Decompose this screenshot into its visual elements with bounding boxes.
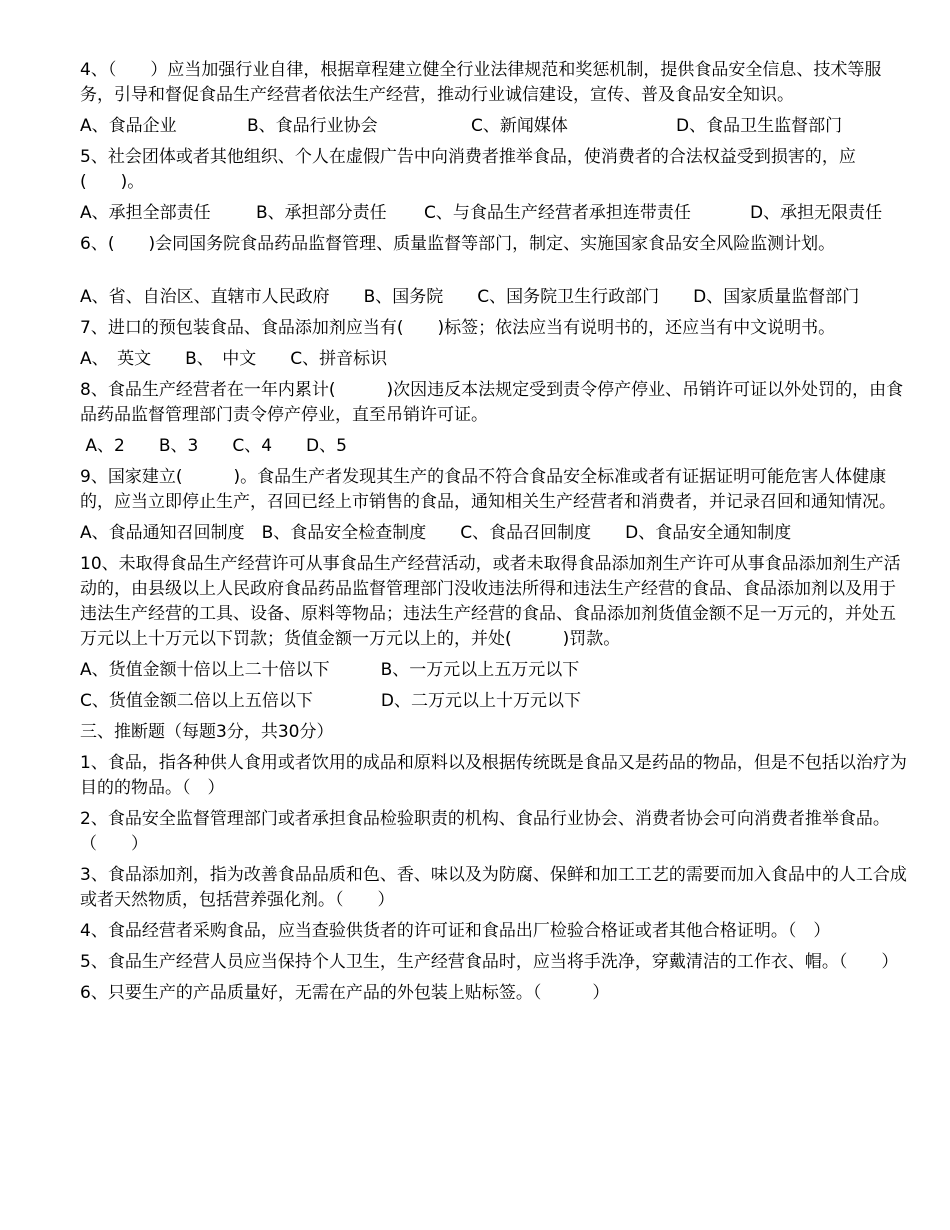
option-a: A、食品企业: [80, 116, 177, 136]
question-10-options-row-2: C、货值金额二倍以上五倍以下 D、二万元以上十万元以下: [80, 691, 581, 711]
question-7-options: A、 英文 B、 中文 C、拼音标识: [80, 349, 388, 369]
judgment-item-5: 5、食品生产经营人员应当保持个人卫生，生产经营食品时，应当将手洗净，穿戴清洁的工作衣、帽。（ ）: [80, 952, 899, 972]
question-5-options: [80, 201, 910, 226]
question-7-text: 7、进口的预包装食品、食品添加剂应当有( )标签；依法应当有说明书的，还应当有中文说明书。: [80, 318, 836, 338]
spacer: [80, 257, 910, 279]
judgment-item-6: 6、只要生产的产品质量好，无需在产品的外包装上贴标签。（ ）: [80, 983, 610, 1003]
document-page: [80, 58, 910, 1006]
judgment-item-4: 4、食品经营者采购食品，应当查验供货者的许可证和食品出厂检验合格证或者其他合格证明。（ ）: [80, 921, 831, 941]
option-b: B、食品行业协会: [247, 116, 378, 136]
question-4-options: [80, 114, 910, 139]
question-6-options: A、省、自治区、直辖市人民政府 B、国务院 C、国务院卫生行政部门 D、国家质量监督部门: [80, 287, 860, 307]
option-c: C、新闻媒体: [471, 116, 568, 136]
question-10-text: 10、未取得食品生产经营许可从事食品生产经营活动，或者未取得食品添加剂生产许可从事食品添加剂生产活动的，由县级以上人民政府食品药品监督管理部门没收违法所得和违法生产经营的食品、食品添加剂以及用于违法生产经营的工具、设备、原料等物品；违法生产经营的食品、食品添加剂货值金额不足一万元的，并处五万元以上十万元以下罚款；货值金额一万元以上的，并处( )罚款。: [80, 554, 901, 649]
option-d: D、承担无限责任: [750, 203, 883, 223]
judgment-item-3: 3、食品添加剂，指为改善食品品质和色、香、味以及为防腐、保鲜和加工工艺的需要而加入食品中的人工合成或者天然物质，包括营养强化剂。（ ）: [80, 865, 907, 910]
question-8-options: A、2 B、3 C、4 D、5: [80, 436, 347, 456]
question-6-text: 6、( )会同国务院食品药品监督管理、质量监督等部门，制定、实施国家食品安全风险监测计划。: [80, 234, 836, 254]
question-5-text: 5、社会团体或者其他组织、个人在虚假广告中向消费者推举食品，使消费者的合法权益受到损害的，应( )。: [80, 147, 856, 192]
question-10-options-row-1: A、货值金额十倍以上二十倍以下 B、一万元以上五万元以下: [80, 660, 580, 680]
section-3-heading: 三、推断题（每题3分，共30分）: [80, 722, 334, 742]
option-c: C、与食品生产经营者承担连带责任: [424, 203, 691, 223]
question-9-text: 9、国家建立( )。食品生产者发现其生产的食品不符合食品安全标准或者有证据证明可能危害人体健康的，应当立即停止生产，召回已经上市销售的食品，通知相关生产经营者和消费者，并记录召回和通知情况。: [80, 467, 896, 512]
question-9-options: A、食品通知召回制度 B、食品安全检查制度 C、食品召回制度 D、食品安全通知制度: [80, 523, 792, 543]
judgment-item-1: 1、食品，指各种供人食用或者饮用的成品和原料以及根据传统既是食品又是药品的物品，但是不包括以治疗为目的的物品。（ ）: [80, 753, 907, 798]
option-a: A、承担全部责任: [80, 203, 211, 223]
option-b: B、承担部分责任: [256, 203, 387, 223]
question-4-text: 4、（ ）应当加强行业自律，根据章程建立健全行业法律规范和奖惩机制，提供食品安全信息、技术等服务，引导和督促食品生产经营者依法生产经营，推动行业诚信建设，宣传、普及食品安全知识。: [80, 60, 882, 105]
question-8-text: 8、食品生产经营者在一年内累计( )次因违反本法规定受到责令停产停业、吊销许可证以外处罚的，由食品药品监督管理部门责令停产停业，直至吊销许可证。: [80, 380, 904, 425]
judgment-item-2: 2、食品安全监督管理部门或者承担食品检验职责的机构、食品行业协会、消费者协会可向消费者推举食品。（ ）: [80, 809, 890, 854]
option-d: D、食品卫生监督部门: [676, 116, 843, 136]
